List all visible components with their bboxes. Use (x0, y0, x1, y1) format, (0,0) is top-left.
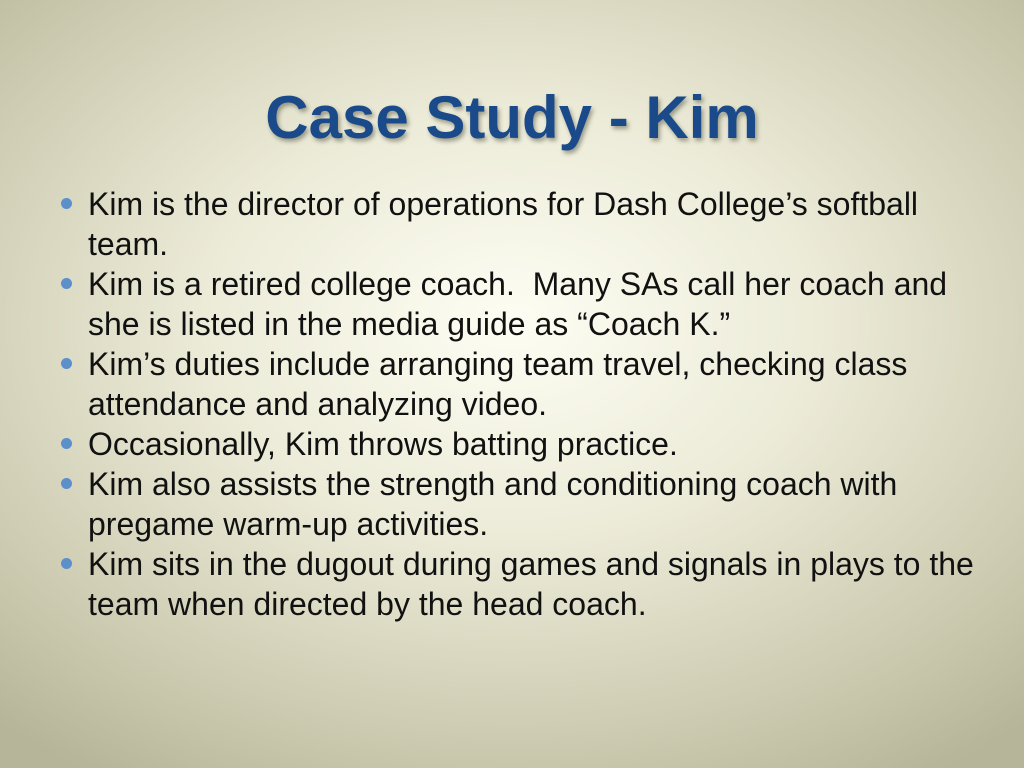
bullet-item (88, 464, 988, 544)
bullet-text: Kim is the director of operations for Dash College’s softball team. (88, 186, 919, 262)
bullet-item (88, 184, 988, 264)
bullet-dot-icon (61, 558, 72, 569)
bullet-dot-icon (61, 358, 72, 369)
bullet-item (88, 424, 988, 464)
bullet-item (88, 544, 988, 624)
bullet-text: Kim sits in the dugout during games and signals in plays to the team when directed by the head coach. (88, 546, 974, 622)
bullet-text: Kim is a retired college coach. Many SAs call her coach and she is listed in the media guide as “Coach K.” (88, 266, 956, 342)
bullet-dot-icon (61, 478, 72, 489)
bullet-item (88, 344, 988, 424)
bullet-dot-icon (61, 198, 72, 209)
bullet-list (88, 184, 988, 624)
bullet-item (88, 264, 988, 344)
slide-title: Case Study - Kim (265, 84, 759, 151)
bullet-dot-icon (61, 278, 72, 289)
bullet-text: Kim also assists the strength and conditioning coach with pregame warm-up activities. (88, 466, 898, 542)
bullet-dot-icon (61, 438, 72, 449)
bullet-text: Kim’s duties include arranging team travel, checking class attendance and analyzing video. (88, 346, 908, 422)
bullet-text: Occasionally, Kim throws batting practice. (88, 426, 678, 462)
